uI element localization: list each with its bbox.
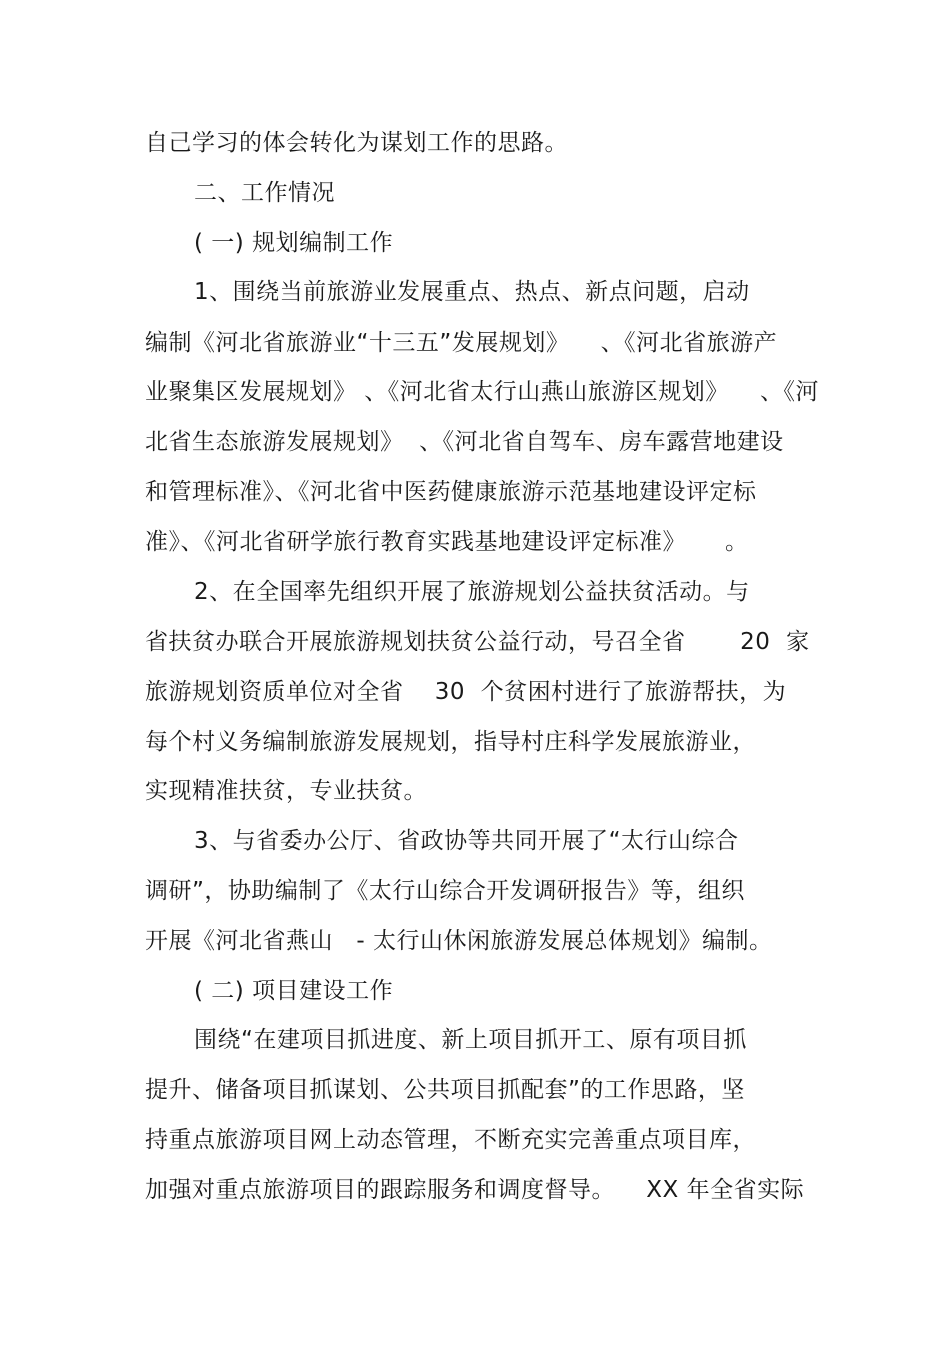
text-line: 准》、《河北省研学旅行教育实践基地建设评定标准》 。	[145, 529, 749, 555]
text-line: 业聚集区发展规划》 、《河北省太行山燕山旅游区规划》 、《河	[145, 379, 820, 405]
text-line: 围绕“在建项目抓进度、新上项目抓开工、原有项目抓	[194, 1027, 747, 1053]
text-line: 提升、储备项目抓谋划、公共项目抓配套”的工作思路，坚	[145, 1077, 745, 1103]
text-line: 持重点旅游项目网上动态管理，不断充实完善重点项目库，	[145, 1127, 756, 1153]
text-line: 调研”，协助编制了《太行山综合开发调研报告》等，组织	[145, 878, 745, 904]
text-line: 开展《河北省燕山 - 太行山休闲旅游发展总体规划》编制。	[145, 928, 773, 954]
text-line: 实现精准扶贫，专业扶贫。	[145, 778, 427, 804]
section-heading: 二、工作情况	[194, 180, 335, 206]
text-line: 自己学习的体会转化为谋划工作的思路。	[145, 130, 568, 156]
text-line: 每个村义务编制旅游发展规划，指导村庄科学发展旅游业，	[145, 729, 756, 755]
text-line: 3、与省委办公厅、省政协等共同开展了“太行山综合	[194, 828, 739, 854]
text-line: 加强对重点旅游项目的跟踪服务和调度督导。 XX 年全省实际	[145, 1177, 805, 1203]
text-line: 2、在全国率先组织开展了旅游规划公益扶贫活动。与	[194, 579, 750, 605]
text-line: 编制《河北省旅游业“十三五”发展规划》 、《河北省旅游产	[145, 330, 778, 356]
subsection-heading: ( 二) 项目建设工作	[194, 978, 394, 1004]
text-line: 1、围绕当前旅游业发展重点、热点、新点问题，启动	[194, 279, 750, 305]
text-line: 和管理标准》、《河北省中医药健康旅游示范基地建设评定标	[145, 479, 757, 505]
text-line: 省扶贫办联合开展旅游规划扶贫公益行动，号召全省 20 家	[145, 629, 810, 655]
text-line: 旅游规划资质单位对全省 30 个贫困村进行了旅游帮扶，为	[145, 679, 787, 705]
text-line: 北省生态旅游发展规划》 、《河北省自驾车、房车露营地建设	[145, 429, 784, 455]
subsection-heading: ( 一) 规划编制工作	[194, 230, 394, 256]
